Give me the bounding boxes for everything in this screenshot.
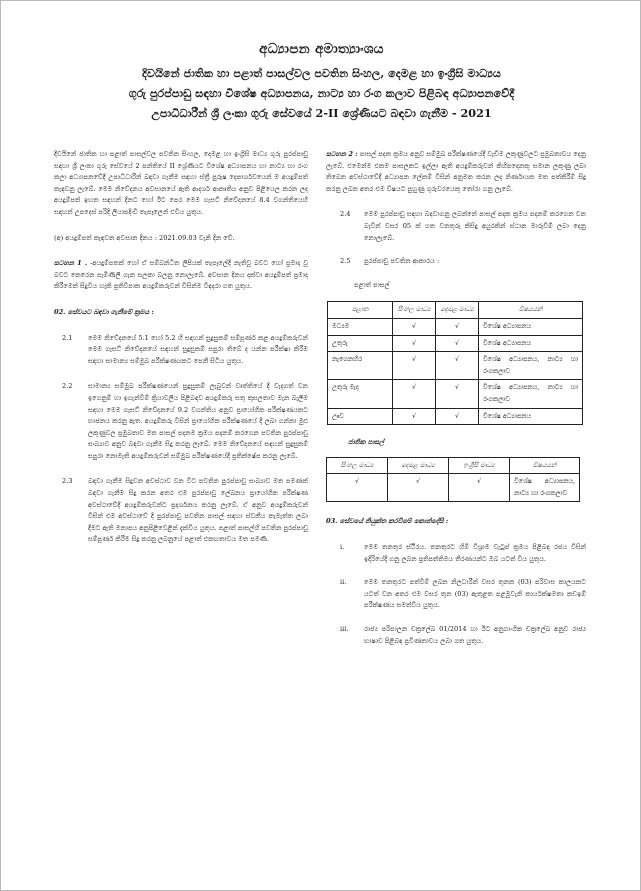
clause-text: මෙම පුරප්පාඩු සඳහා බඳවාගනු ලබන්නේ පාසල් පදක ක්‍රමය පදනම් කරගෙන වන බැවින් වසර 05 ක් ගත වනතුරු කිසිදු අයුරකින් ස්ථාන මාරුවීම් ලබා දෙනු නොලැබේ. xyxy=(364,210,586,242)
table-row xyxy=(328,318,583,335)
table-row xyxy=(328,380,583,408)
table-cell: විශේෂ අධ්‍යාපනය xyxy=(479,335,583,352)
clause-text: බඳවා ගැනීම සිදුවන අවස්ථාව වන විට පවතින පුරප්පාඩු සංඛ්‍යාව මත පමණක් බඳවා ගැනීම සිදු කරන අතර එම පුරප්පාඩු ලේඛනය ප්‍රායෝගික පරීක්ෂණ අවස්ථාවේදී අයදුම්කරුවන්ට ප්‍රදර්ශනය කරනු ලැබේ. ඒ අනුව අයදුම්කරුවන් විසින් එම අවස්ථාවේ දී පුරප්පාඩු පවතින පාසල් සඳහා ස්වකීය කැමැත්ත ලබා දීමට ඇති මනාපය අනුපිළිවෙළින් දැක්විය යුතුය. පළාත් පාසල්හි පවතින පුරප්පාඩු සම්පූර්ණ කිරීම සිදු කරනු ලබනුයේ පළාත් එකඟතාවය මත පමණි. xyxy=(88,477,308,544)
table-cell: √ xyxy=(436,318,479,335)
clause-text: පුරප්පාඩු පවතින ආකාරය : xyxy=(364,257,440,266)
table-cell: උතුරු xyxy=(328,335,393,352)
clause-number: 2.5 xyxy=(340,257,351,266)
column-header: සිංහල මාධ්‍ය xyxy=(393,302,436,319)
document-title xyxy=(41,63,602,123)
section-03-heading: 03. සේවයේ නියුක්ත කරවීමේ කොන්දේසි : xyxy=(326,517,449,526)
column-header: දෙමළ මාධ්‍ය xyxy=(436,302,479,319)
table-cell: √ xyxy=(436,335,479,352)
intro-paragraph: දිවයිනේ ජාතික හා පළාත් පාසල්වල පවතින සිංහල, දෙමළ හා ඉංග්‍රීසි මාධ්‍ය ගුරු පුරප්පාඩු සඳහා ශ්‍රී ලංකා ගුරු සේවයේ 2 පන්තියේ II ශ්‍රේණියට විශේෂ අධ්‍යාපනය හා නාට්‍ය හා රංග කලා අධ්‍යාපනවේදී උපාධිධාරීන් බඳවා ගැනීම සඳහා ස්ත්‍රී පුරුෂ දෙපාර්ශවයෙන් ම අයදුම්පත් කැඳවනු ලැබේ. මෙම නිවේදනය අවසානයේ ඇති ආදර්ශ ආකෘතිය අනුව පිළියෙල කරන ලද අයදුම්පත් ඉහත සඳහන් දිනට හෝ ඊට පෙර මෙම ගැසට් නිවේදනයේ 8.4 වගන්තියෙහි සඳහන් උපදෙස් පරිදි ලියාපදිංචි තැපෑලෙන් එවිය යුතුය. xyxy=(54,150,308,216)
condition-i xyxy=(326,542,586,565)
clause-number: 2.2 xyxy=(62,382,73,391)
condition-text: රාජ්‍ය පරිපාලන චක්‍රලේඛ 01/2014 හා ඊට අනුගාංගික චක්‍රලේඛ අනුව රාජ්‍ය භාෂාව පිළිබඳ ප්‍රවීණතාවය ලබා ගත යුතුය. xyxy=(364,625,586,645)
condition-number: iii. xyxy=(340,625,349,634)
title-line-1: දිවයිනේ ජාතික හා පළාත් පාසල්වල පවතින සිංහල, දෙමළ හා ඉංග්‍රීසි මාධ්‍යය xyxy=(142,66,501,80)
column-header: විෂයයන් xyxy=(479,302,583,319)
table-cell: √ xyxy=(393,335,436,352)
column-header: විෂයයන් xyxy=(510,457,580,474)
note-2 xyxy=(326,149,586,195)
table-cell: √ xyxy=(327,474,388,502)
condition-number: i. xyxy=(340,543,345,552)
clause-2-3 xyxy=(54,476,308,546)
note-1 xyxy=(54,258,308,293)
table-cell: විශේෂ අධ්‍යාපනය xyxy=(479,408,583,425)
table-cell: √ xyxy=(436,380,479,408)
clause-2-4 xyxy=(326,209,586,244)
clause-2-2 xyxy=(54,381,308,462)
table-header-row xyxy=(328,302,583,319)
table-cell: විශේෂ අධ්‍යාපනය, නාට්‍ය හා රංගකලාව xyxy=(510,474,580,502)
table-cell: විශේෂ අධ්‍යාපනය xyxy=(479,318,583,335)
provincial-schools-label: පළාත් පාසල් xyxy=(354,280,390,289)
closing-date: (අ) අයදුම්පත් කැඳවන අවසාන දිනය : 2021.09.03 වැනි දින වේ. xyxy=(54,233,235,242)
table-row xyxy=(328,335,583,352)
column-header: සිංහල මාධ්‍ය xyxy=(327,457,388,474)
condition-iii xyxy=(326,624,586,647)
condition-text: මෙම තනතුරට පත්වීම් ලබන නිලධාරීන් වසර තුනක (03) පරිවාස කාලයකට යටත් වන අතර එම වසර තුන (03) ඇතුළත පළමුවැනි කාර්යක්ෂමතා කඩඉම් පරීක්ෂණය සමත්විය යුතුය. xyxy=(364,578,586,610)
clause-2-5 xyxy=(326,256,586,268)
right-column xyxy=(326,149,586,659)
table-cell: √ xyxy=(388,474,449,502)
column-header: දෙමළ මාධ්‍ය xyxy=(388,457,449,474)
title-line-3: උපාධිධාරීන් ශ්‍රී ලංකා ගුරු සේවයේ 2-II ශ්‍රේණියට බඳවා ගැනීම - 2021 xyxy=(151,106,492,120)
note-1-label: සටහන 1 . xyxy=(54,259,88,268)
provincial-vacancies-table xyxy=(327,301,583,425)
column-header: පළාත xyxy=(328,302,393,319)
condition-ii xyxy=(326,577,586,612)
national-vacancies-table xyxy=(326,457,580,503)
left-column xyxy=(54,149,308,560)
condition-text: මෙම තනතුර ස්ථිරය. තනතුරට හිමි විශ්‍රාම වැටුප් ක්‍රමය පිළිබඳ රජය විසින් ඉදිරියේදී ගනු ලබන ප්‍රතිපත්තිමය තීරණයන්ට ඔබ යටත් විය යුතුය. xyxy=(364,543,586,563)
condition-number: ii. xyxy=(340,578,347,587)
clause-text: සාමාන්‍ය සම්මුඛ පරීක්ෂණයෙන් සුදුසුකම් ලැබුවන් වෘත්තියේ දී වැදගත් වන ඉගෙනුම් හා ඉගැන්වීම් ක්‍රියාවලිය පිළිබඳව අයදුම්කරු සතු කුසලතාව මැන බැලීම සඳහා මෙම ගැසට් නිවේදනයේ 9.2 වගන්තිය අනුව ප්‍රායෝගික පරීක්ෂණයකට භාජනය කරනු ඇත. අයදුම්කරු විසින් ප්‍රායෝගික පරීක්ෂණයේ දී ලබා ගන්නා මුළු ලකුණුවල ප්‍රමුඛතාව මත පාසල් පදනම ක්‍රමය පදනම් කරගෙන පවතින පුරප්පාඩු සංඛ්‍යාව අනුව බඳවා ගැනීම සිදු කරනු ලැබේ. මෙම නිවේදනයේ සඳහන් සුදුසුකම් සපුරා නොමැති අයදුම්කරුවන් සම්මුඛ පරීක්ෂණයේදී ප්‍රතික්ෂේප කරනු ලැබේ. xyxy=(88,382,308,460)
table-cell: √ xyxy=(393,352,436,380)
table-row xyxy=(327,474,580,502)
note-2-label: සටහන 2 : xyxy=(326,150,358,158)
table-cell: √ xyxy=(393,318,436,335)
column-header: ඉංග්‍රීසි මාධ්‍ය xyxy=(449,457,510,474)
table-cell: ඌව xyxy=(328,408,393,425)
clause-number: 2.3 xyxy=(62,477,73,486)
table-cell: √ xyxy=(393,408,436,425)
table-cell: √ xyxy=(393,380,436,408)
table-cell: විශේෂ අධ්‍යාපනය, නාට්‍ය හා රංගකලාව xyxy=(479,352,583,380)
table-row xyxy=(328,352,583,380)
table-row xyxy=(328,408,583,425)
clause-number: 2.1 xyxy=(62,333,73,342)
title-line-2: ගුරු පුරප්පාඩු සඳහා විශේෂ අධ්‍යාපනය, නාට්‍ය හා රංග කලාව පිළිබඳ අධ්‍යාපනවේදී xyxy=(128,86,515,100)
table-header-row xyxy=(327,457,580,474)
table-cell: උතුරු මැද xyxy=(328,380,393,408)
ministry-heading: අධ්‍යාපන අමාත්‍යාංශය xyxy=(259,41,384,57)
national-schools-label: ජාතික පාසල් xyxy=(348,438,385,447)
clause-text: මෙම නිවේදනයේ 5.1 හෝ 5.2 හි සඳහන් සුදුසුකම් සම්පූර්ණ කළ අයදුම්කරුවන් මෙම ගැසට් නිවේදනයේ සඳහන් සුදුසුකම් සපුරා තිබේ ද යන්න පරීක්ෂා කිරීම සඳහා සාමාන්‍ය සම්මුඛ පරීක්ෂණයකට පෙනී සිටිය යුතුය. xyxy=(88,333,308,365)
table-cell: √ xyxy=(449,474,510,502)
table-cell: මධ්‍යම xyxy=(328,318,393,335)
table-cell: විශේෂ අධ්‍යාපනය, නාට්‍ය හා රංගකලාව xyxy=(479,380,583,408)
note-2-text: පාසල් පදක ක්‍රමය අනුව සම්මුඛ පරීක්ෂණයේදී වැඩිම ලකුණුවලට ප්‍රමුඛතාවය දෙනු ලැබේ. එමෙන්ම එකම පාසලකට ඉල්ලා ඇති අයදුම්කරුවන් කිහිපදෙනකු සමාන ලකුණු ලබා තිබෙන අවස්ථාවේදී අධ්‍යාපන ලේකම් විසින් අනුමත කරන ලද නිර්ණායක මත පත්කිරීම් සිදු කරනු ලබන අතර එම විෂයට පුහුණු ගුරුවරයෙකු තෝරා ගනු ලැබේ. xyxy=(326,150,586,193)
section-02-heading: 02. සේවයට බඳවා ගැනීමේ ක්‍රමය : xyxy=(54,307,154,316)
clause-number: 2.4 xyxy=(340,210,351,219)
clause-2-1 xyxy=(54,333,308,368)
table-cell: √ xyxy=(436,408,479,425)
note-1-text: -අයදුම්පතක් හෝ ඒ සම්බන්ධිත ලිපියක් තැපෑලේදී නැතිවූ බවට හෝ ප්‍රමාද වූ බවට කෙරෙන පැමිණිලි ගැන සලකා බලනු නොලැබේ. අවසාන දිනය දක්වා අයදුම්පත් ප්‍රමාද කිරීමෙන් සිදුවිය හැකි ප්‍රතිවිපාක අයදුම්කරුවන් විසින්ම විඳදරා ගත යුතුය. xyxy=(54,259,308,291)
table-cell: නැගෙනහිර xyxy=(328,352,393,380)
table-cell: √ xyxy=(436,352,479,380)
